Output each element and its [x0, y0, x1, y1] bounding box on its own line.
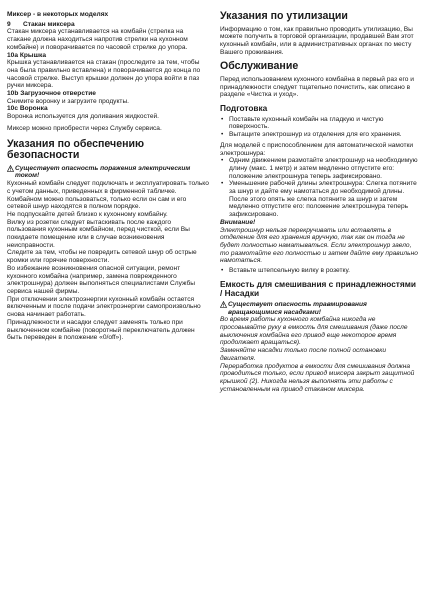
list-item: • Уменьшение рабочей длины электрошнура: Слегка потяните за шнур и дайте ему намотаться до необходимой длины. После этого опять же слегка потяните за шнур и затем медленно отпустите его: положение электрошнура теперь зафиксировано.: [221, 180, 417, 219]
list-item: • Одним движением размотайте электрошнур на необходимую длину (макс. 1 метр) и затем медленно отпустите его: положение электрошнура теперь зафиксировано.: [221, 157, 418, 180]
item-9-heading: 9 Стакан миксера: [7, 20, 75, 28]
safety-title: Указания по обеспечению безопасности: [7, 137, 145, 162]
mixer-section-title: Миксер - в некоторых моделях: [7, 11, 109, 18]
item-10b-text: Снимите воронку и загрузите продукты.: [7, 97, 130, 105]
left-column: [7, 11, 209, 342]
container-title: Емкость для смешивания с принадлежностями / Насадки: [220, 278, 416, 299]
service-title: Обслуживание: [220, 60, 299, 73]
warning-triangle-icon: [7, 165, 15, 175]
service-text: Перед использованием кухонного комбайна в первый раз его и принадлежности следует тщательно почистить, как описано в разделе «Чистка и уход».: [220, 76, 414, 99]
service-note: Миксер можно приобрести через Службу сервиса.: [7, 124, 162, 132]
item-9-text: Стакан миксера устанавливается на комбайн (стрелка на стакане должна находиться напротив стрелки на кухонном комбайне) и поворачивается по часовой стрелке до упора.: [7, 28, 188, 51]
list-item: • Вытащите электрошнур из отделения для его хранения.: [221, 131, 402, 139]
container-warning: [220, 301, 420, 316]
warning-triangle-icon: [220, 301, 228, 311]
safety-warning-text: Существует опасность поражения электрическим током!: [15, 164, 191, 180]
safety-paragraph: Кухонный комбайн следует подключать и эксплуатировать только с учетом данных, приведенных в фирменной табличке. Комбайном можно пользоваться, только если он сам и его сетевой шнур находятся в полном порядке.: [7, 180, 209, 211]
container-paragraph: Переработка продуктов в емкости для смешивания должна проводиться только, если привод миксера закрыт защитной крышкой (2). Никогда нельзя выполнять эти работы с установленным на привод стаканом миксера.: [220, 362, 415, 393]
prep-title: Подготовка: [220, 103, 268, 114]
prep-list: [220, 116, 420, 139]
container-paragraph: Во время работы кухонного комбайна никогда не просовывайте руку в емкость для смешивания (даже после выключения комбайна его привод еще некоторое время продолжает вращаться).: [220, 316, 408, 347]
disposal-text: Информацию о том, как правильно проводить утилизацию, Вы можете получить в торговой организации, продавшей Вам этот кухонный комбайн, или в административных органах по месту Вашего проживания.: [220, 25, 414, 56]
container-paragraph: Заменяйте насадки только после полной остановки двигателя.: [220, 347, 387, 362]
cord-intro: Для моделей с приспособлением для автоматической намотки электрошнура:: [220, 141, 414, 157]
attention-text: Электрошнур нельзя перекручивать или вставлять в отделение для его хранения вручную, так как он тогда не будет полностью наматываться. Если электрошнур заело, то размотайте его полностью и затем дайте ему правильно намотаться.: [220, 226, 418, 265]
right-column: [220, 11, 420, 393]
safety-paragraph: Принадлежности и насадки следует заменять только при выключенном комбайне (поворотный переключатель должен быть переведен в положение «0/off»).: [7, 318, 195, 342]
item-10a-heading: 10a Крышка: [7, 51, 46, 59]
list-item: • Поставьте кухонный комбайн на гладкую и чистую поверхность.: [221, 115, 384, 131]
safety-warning: [7, 165, 209, 180]
safety-paragraph: При отключении электроэнергии кухонный комбайн остается включенным и после подачи электроэнергии самопроизвольно снова начинает работать.: [7, 295, 201, 319]
attention-label: Внимание!: [220, 218, 256, 226]
disposal-title: Указания по утилизации: [220, 10, 348, 22]
list-item: • Вставьте штепсельную вилку в розетку.: [221, 267, 350, 275]
safety-paragraph: Во избежание возникновения опасной ситуации, ремонт кухонного комбайна (например, замена поврежденного электрошнура) должен выполняться специалистами Службы сервиса нашей фирмы.: [7, 264, 196, 295]
item-10b-heading: 10b Загрузочное отверстие: [7, 90, 96, 98]
safety-paragraph: Следите за тем, чтобы не повредить сетевой шнур об острые кромки или горячие поверхности.: [7, 249, 197, 265]
item-10c-text: Воронка используется для доливания жидкостей.: [7, 113, 160, 121]
item-10c-heading: 10с Воронка: [7, 105, 48, 113]
plug-list: [220, 267, 420, 275]
item-10a-text: Крышка устанавливается на стакан (проследите за тем, чтобы она была правильно вставлена) и поворачивается до конца по часовой стрелке. Выступ крышки должен до упора войти в паз ручки миксера.: [7, 59, 201, 90]
container-warning-text: Существует опасность травмирования вращающимися насадками!: [228, 300, 367, 316]
safety-paragraph: Не подпускайте детей близко к кухонному комбайну.: [7, 210, 168, 218]
safety-paragraph: Вилку из розетки следует вытаскивать после каждого пользования кухонным комбайном, перед чисткой, если Вы покидаете помещение или в случае возникновения неисправности.: [7, 218, 190, 249]
cord-list: [220, 157, 420, 219]
